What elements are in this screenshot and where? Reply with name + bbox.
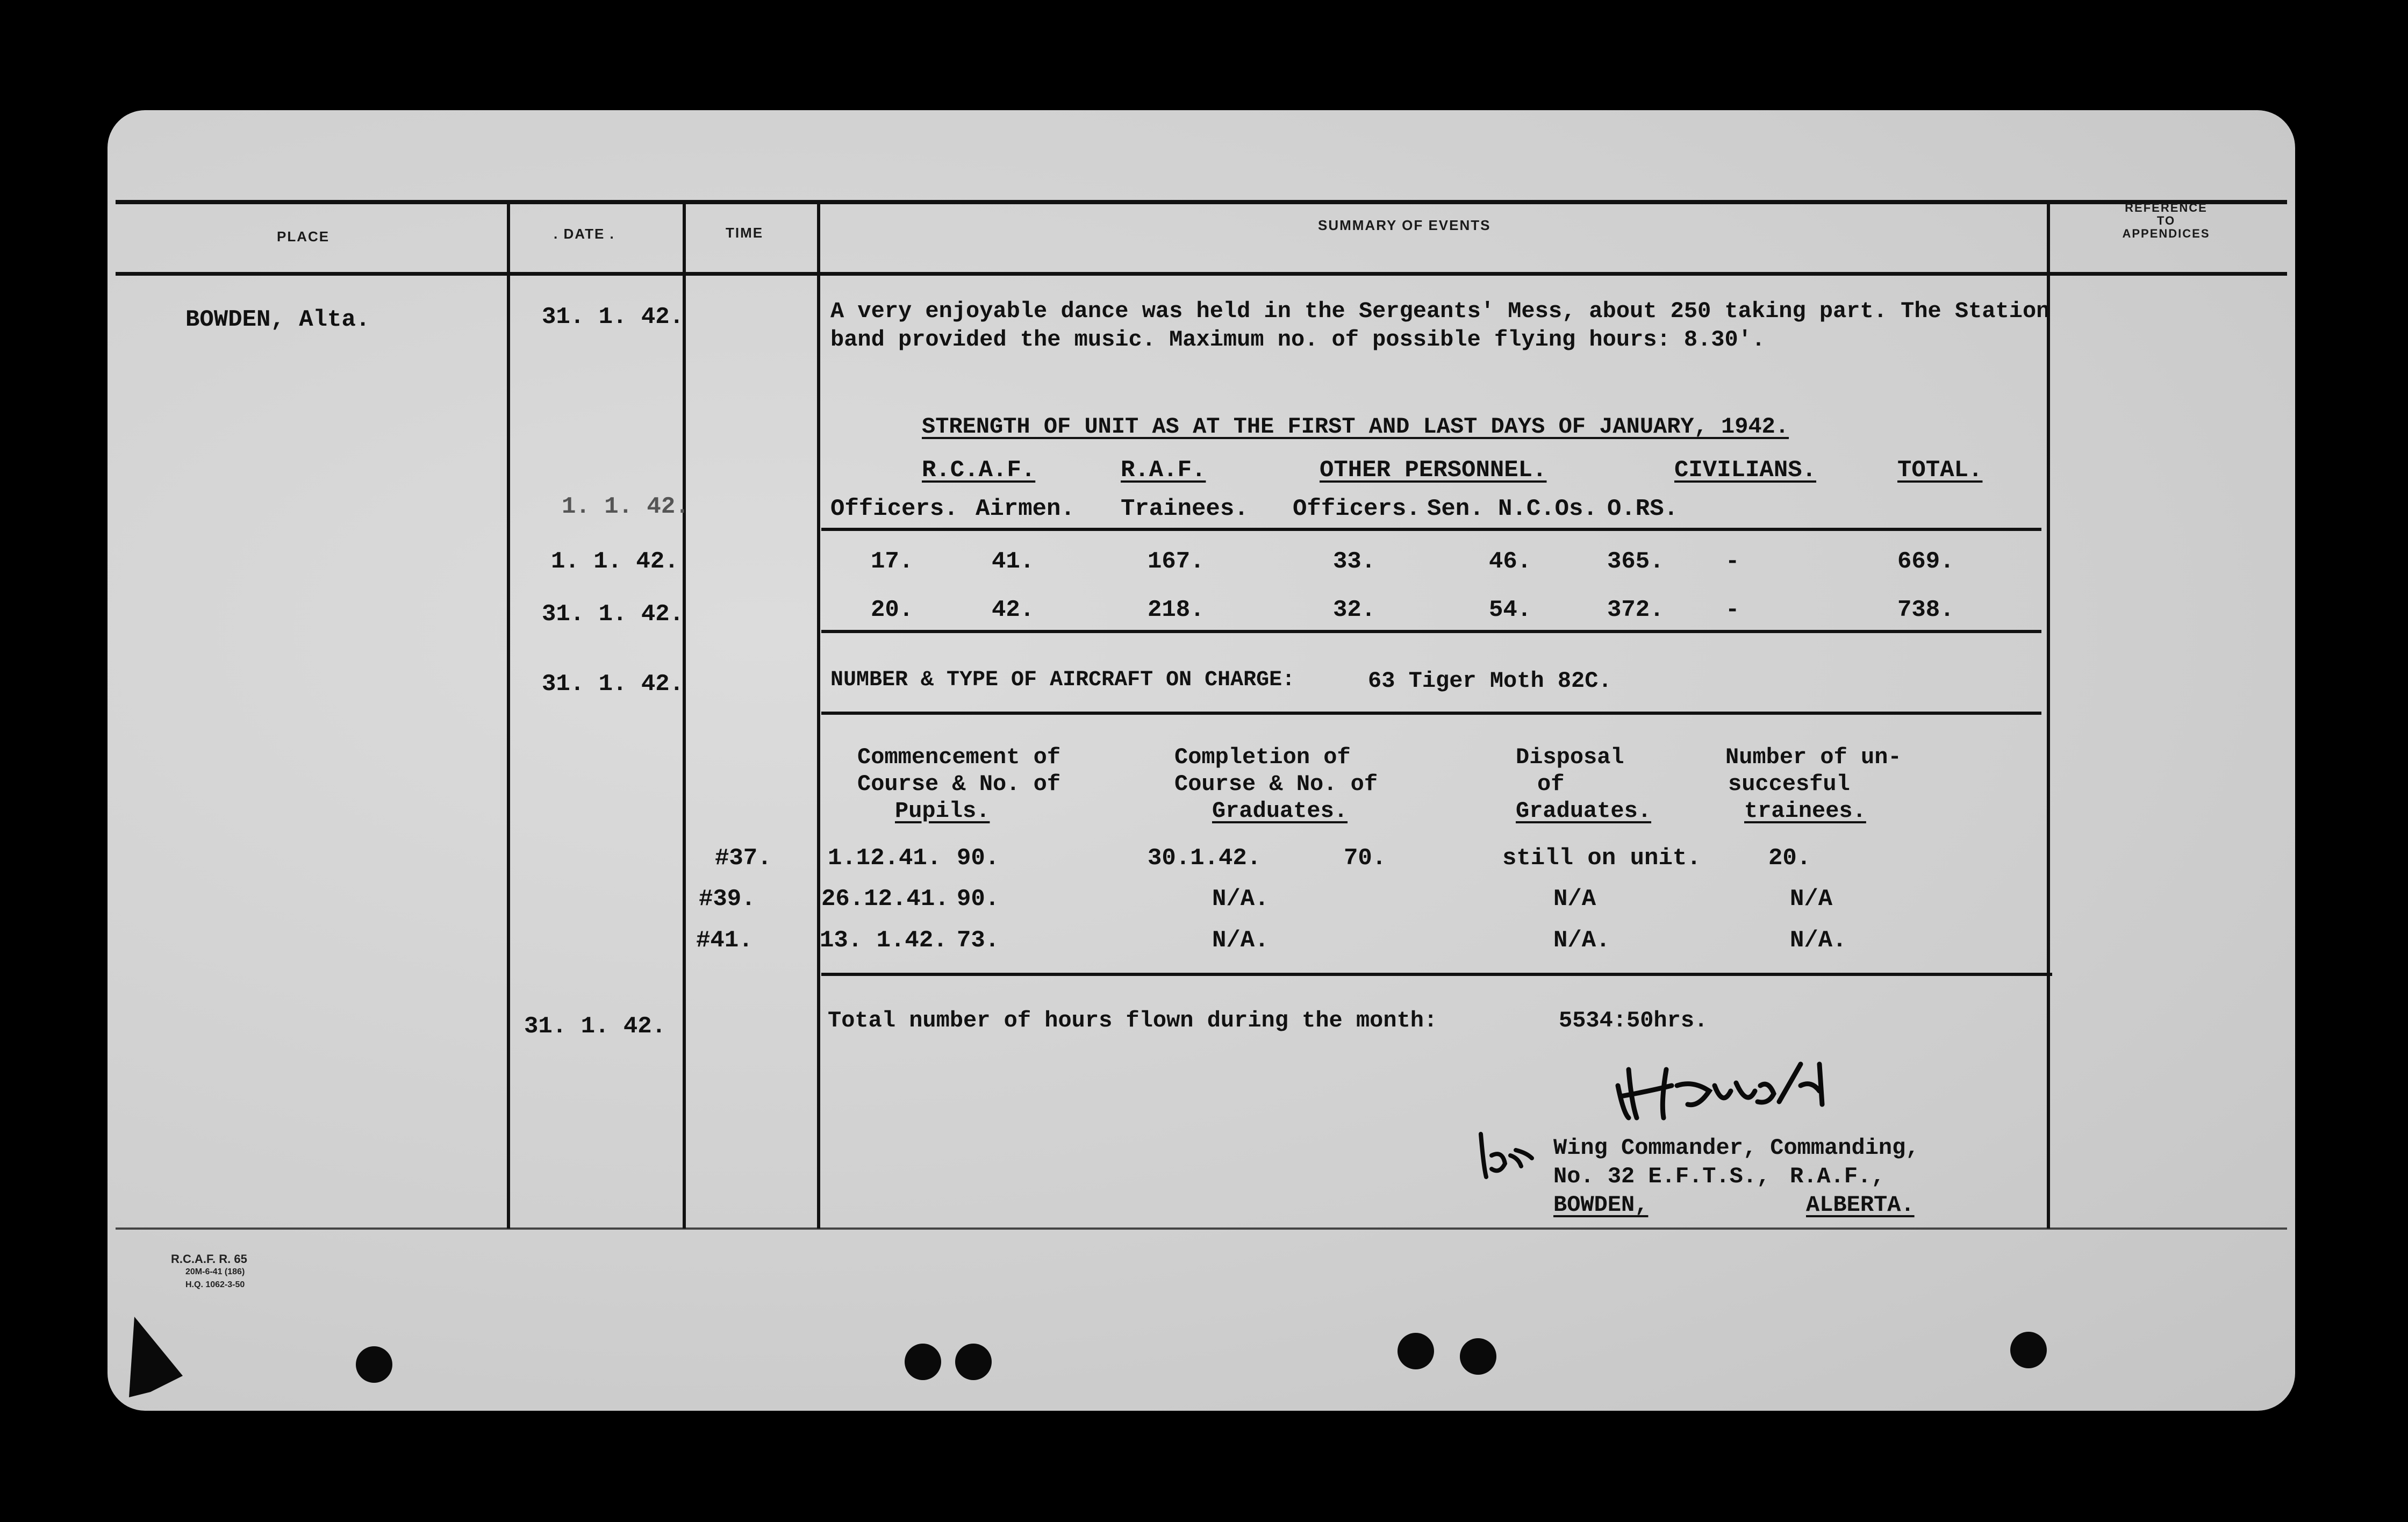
course-row3-start: 13. 1.42. [820, 927, 948, 954]
punch-hole [905, 1344, 941, 1380]
signature-mark [1607, 1053, 1844, 1134]
hours-value: 5534:50hrs. [1559, 1008, 1708, 1033]
intro-line-2: band provided the music. Maximum no. of possible flying hours: 8.30'. [830, 327, 1766, 353]
group-civilians: CIVILIANS. [1674, 457, 1817, 484]
date-entry-3: 1. 1. 42. [551, 548, 679, 575]
punch-hole [2010, 1332, 2047, 1368]
course-hdr-disposal-3: Graduates. [1516, 798, 1652, 824]
col-trainees: Trainees. [1121, 496, 1249, 522]
col-ors: O.RS. [1607, 496, 1679, 522]
group-other-personnel: OTHER PERSONNEL. [1320, 457, 1547, 484]
course-row1-grads: 70. [1344, 845, 1387, 872]
header-place: PLACE [277, 228, 330, 245]
punch-hole [1460, 1338, 1496, 1375]
course-row2-start: 26.12.41. [821, 886, 949, 913]
header-reference [2096, 202, 2236, 240]
course-hdr-completion-1: Completion of [1174, 744, 1351, 770]
header-bottom-rule [116, 272, 2287, 276]
col-divider-time [817, 202, 820, 1229]
course-hdr-unsuccessful-3: trainees. [1744, 798, 1866, 824]
aircraft-label: NUMBER & TYPE OF AIRCRAFT ON CHARGE: [830, 668, 1295, 692]
course-row1-end: 30.1.42. [1148, 845, 1262, 872]
col-divider-summary [2047, 202, 2050, 1229]
form-id-line-2: 20M-6-41 (186) [185, 1267, 245, 1276]
header-reference-line2: TO [2156, 214, 2176, 227]
strength-header-rule [821, 528, 2041, 531]
strength-row1-officers: 17. [871, 548, 914, 575]
place-entry: BOWDEN, Alta. [185, 306, 370, 333]
strength-row2-total: 738. [1897, 597, 1954, 623]
course-row1-start: 1.12.41. [828, 845, 942, 872]
form-id-line-1: R.C.A.F. R. 65 [171, 1252, 247, 1266]
aircraft-value: 63 Tiger Moth 82C. [1368, 668, 1612, 694]
col-divider-date [683, 202, 686, 1229]
date-entry-4: 31. 1. 42. [542, 601, 684, 628]
punch-hole [356, 1346, 392, 1383]
punch-hole [1398, 1333, 1434, 1369]
course-hdr-unsuccessful-1: Number of un- [1725, 744, 1902, 770]
strength-row2-sen-ncos: 54. [1489, 597, 1532, 623]
course-row3-pupils: 73. [957, 927, 1000, 954]
course-row3-no: #41. [696, 927, 753, 954]
signature-line-3b: ALBERTA. [1806, 1192, 1915, 1218]
date-entry-5: 31. 1. 42. [542, 671, 684, 698]
form-id-line-3: H.Q. 1062-3-50 [185, 1280, 245, 1289]
signature-line-2a: No. 32 E.F.T.S., [1553, 1164, 1771, 1189]
course-hdr-commencement-1: Commencement of [857, 744, 1061, 770]
course-hdr-unsuccessful-2: succesful [1728, 771, 1850, 797]
course-row2-unsuccessful: N/A [1790, 886, 1833, 913]
header-top-rule [116, 200, 2287, 204]
strength-row1-airmen: 41. [992, 548, 1035, 575]
course-row2-no: #39. [699, 886, 756, 913]
course-row3-end: N/A. [1212, 927, 1269, 954]
col-sen-ncos: Sen. N.C.Os. [1427, 496, 1597, 522]
hours-label: Total number of hours flown during the month: [828, 1008, 1438, 1033]
group-raf: R.A.F. [1121, 457, 1206, 484]
course-row2-disposal: N/A [1553, 886, 1596, 913]
strength-row2-officers: 20. [871, 597, 914, 623]
signature-line-1: Wing Commander, Commanding, [1553, 1135, 1919, 1161]
strength-row1-ors: 365. [1607, 548, 1664, 575]
strength-row2-officers-other: 32. [1333, 597, 1376, 623]
course-hdr-completion-3: Graduates. [1212, 798, 1348, 824]
strength-row1-trainees: 167. [1148, 548, 1205, 575]
course-hdr-disposal-1: Disposal [1516, 744, 1624, 770]
course-row2-pupils: 90. [957, 886, 1000, 913]
strength-row1-sen-ncos: 46. [1489, 548, 1532, 575]
date-entry-6: 31. 1. 42. [524, 1013, 666, 1040]
group-total: TOTAL. [1897, 457, 1983, 484]
strength-bottom-rule [821, 630, 2041, 633]
aircraft-bottom-rule [821, 712, 2041, 715]
strength-title: STRENGTH OF UNIT AS AT THE FIRST AND LAST DAYS OF JANUARY, 1942. [922, 414, 1789, 440]
strength-row2-airmen: 42. [992, 597, 1035, 623]
strength-row2-ors: 372. [1607, 597, 1664, 623]
torn-corner-mark [118, 1311, 204, 1408]
col-airmen: Airmen. [976, 496, 1075, 522]
footer-rule [116, 1227, 2287, 1230]
strength-row2-trainees: 218. [1148, 597, 1205, 623]
header-time: TIME [726, 225, 764, 241]
course-row1-pupils: 90. [957, 845, 1000, 872]
course-row3-disposal: N/A. [1553, 927, 1610, 954]
course-row2-end: N/A. [1212, 886, 1269, 913]
courses-bottom-rule [821, 973, 2052, 976]
col-officers-rcaf: Officers. [830, 496, 958, 522]
for-mark [1473, 1123, 1537, 1188]
intro-line-1: A very enjoyable dance was held in the Sergeants' Mess, about 250 taking part. The Station [830, 298, 2050, 324]
strength-row2-civilians: - [1725, 597, 1740, 623]
date-entry-1: 31. 1. 42. [542, 304, 684, 331]
course-row1-no: #37. [715, 845, 772, 872]
header-summary: SUMMARY OF EVENTS [1318, 217, 1491, 233]
strength-row1-civilians: - [1725, 548, 1740, 575]
header-reference-line1: REFERENCE [2125, 201, 2208, 214]
strength-row1-officers-other: 33. [1333, 548, 1376, 575]
signature-line-3a: BOWDEN, [1553, 1192, 1649, 1218]
header-date: . DATE . [554, 226, 615, 242]
header-reference-line3: APPENDICES [2122, 227, 2210, 240]
course-row1-disposal: still on unit. [1502, 845, 1701, 872]
course-row3-unsuccessful: N/A. [1790, 927, 1847, 954]
signature-line-2b: R.A.F., [1790, 1164, 1885, 1189]
course-hdr-completion-2: Course & No. of [1174, 771, 1378, 797]
group-rcaf: R.C.A.F. [922, 457, 1036, 484]
col-divider-place [507, 202, 510, 1229]
course-hdr-commencement-2: Course & No. of [857, 771, 1061, 797]
strength-row1-total: 669. [1897, 548, 1954, 575]
col-officers-other: Officers. [1293, 496, 1421, 522]
course-hdr-disposal-2: of [1537, 771, 1565, 797]
date-entry-2: 1. 1. 42. [562, 493, 690, 520]
course-row1-unsuccessful: 20. [1768, 845, 1811, 872]
punch-hole [955, 1344, 992, 1380]
course-hdr-commencement-3: Pupils. [895, 798, 990, 824]
